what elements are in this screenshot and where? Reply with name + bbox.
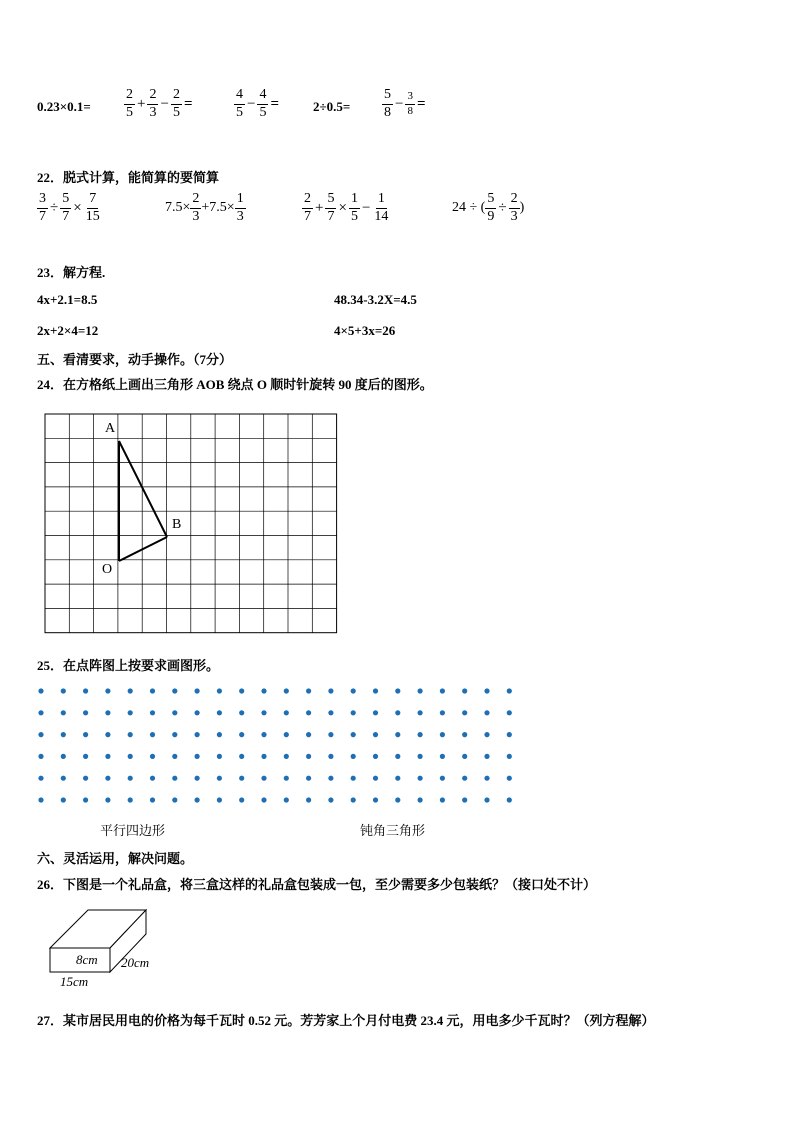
lattice-dot[interactable] bbox=[507, 732, 512, 737]
lattice-dot[interactable] bbox=[239, 710, 244, 715]
triangle-aob bbox=[119, 441, 167, 561]
lattice-dot[interactable] bbox=[128, 688, 133, 693]
lattice-dot[interactable] bbox=[351, 754, 356, 759]
lattice-dot[interactable] bbox=[306, 688, 311, 693]
lattice-dot[interactable] bbox=[395, 732, 400, 737]
segment-ab bbox=[119, 441, 167, 537]
lattice-dot[interactable] bbox=[128, 710, 133, 715]
lattice-dot[interactable] bbox=[38, 754, 43, 759]
lattice-dot[interactable] bbox=[395, 710, 400, 715]
lattice-dot[interactable] bbox=[440, 732, 445, 737]
lattice-dot[interactable] bbox=[395, 776, 400, 781]
equation-4: 4×5+3x=26 bbox=[334, 323, 396, 338]
lattice-dot[interactable] bbox=[150, 797, 155, 802]
lattice-dot[interactable] bbox=[261, 710, 266, 715]
lattice-dot[interactable] bbox=[328, 732, 333, 737]
lattice-dot[interactable] bbox=[418, 710, 423, 715]
lattice-dot[interactable] bbox=[440, 797, 445, 802]
lattice-dot[interactable] bbox=[105, 688, 110, 693]
lattice-dot[interactable] bbox=[150, 688, 155, 693]
lattice-dot[interactable] bbox=[172, 776, 177, 781]
lattice-dot[interactable] bbox=[440, 710, 445, 715]
equation-2: 48.34-3.2X=4.5 bbox=[334, 292, 417, 307]
lattice-dot[interactable] bbox=[507, 776, 512, 781]
caption-parallelogram: 平行四边形 bbox=[100, 824, 166, 839]
q22-expr-2: 7.5× $\frac{2}{3}$ +7.5× $\frac{1}{3}$ bbox=[165, 191, 244, 224]
lattice-dot[interactable] bbox=[105, 732, 110, 737]
box-height-label: 8cm bbox=[76, 952, 98, 967]
lattice-dot[interactable] bbox=[239, 754, 244, 759]
lattice-dot[interactable] bbox=[306, 710, 311, 715]
lattice-dot[interactable] bbox=[484, 776, 489, 781]
lattice-dot[interactable] bbox=[373, 754, 378, 759]
lattice-dot[interactable] bbox=[462, 754, 467, 759]
lattice-dot[interactable] bbox=[195, 776, 200, 781]
expr-fraction-add-sub-1: $\frac{2}{5}$ + $\frac{2}{3}$ − $\frac{2}{5}$ = bbox=[126, 87, 193, 120]
q22-expr-4: 24 ÷ ( $\frac{5}{9}$ ÷ $\frac{2}{3}$ ) bbox=[452, 191, 525, 224]
lattice-dot[interactable] bbox=[306, 797, 311, 802]
lattice-dot[interactable] bbox=[38, 797, 43, 802]
lattice-dot[interactable] bbox=[239, 688, 244, 693]
lattice-dot[interactable] bbox=[239, 797, 244, 802]
lattice-dot[interactable] bbox=[462, 732, 467, 737]
lattice-dot[interactable] bbox=[217, 710, 222, 715]
lattice-dot[interactable] bbox=[284, 776, 289, 781]
lattice-dot[interactable] bbox=[128, 797, 133, 802]
lattice-dot[interactable] bbox=[351, 797, 356, 802]
lattice-dot[interactable] bbox=[328, 797, 333, 802]
question-25-title: 25．在点阵图上按要求画图形。 bbox=[37, 658, 220, 673]
lattice-dot[interactable] bbox=[284, 688, 289, 693]
lattice-dot[interactable] bbox=[328, 776, 333, 781]
lattice-dot[interactable] bbox=[38, 776, 43, 781]
lattice-dot[interactable] bbox=[284, 797, 289, 802]
lattice-dot[interactable] bbox=[172, 732, 177, 737]
lattice-dot[interactable] bbox=[83, 688, 88, 693]
lattice-dot[interactable] bbox=[373, 688, 378, 693]
lattice-dot[interactable] bbox=[261, 797, 266, 802]
lattice-dot[interactable] bbox=[507, 710, 512, 715]
lattice-dot[interactable] bbox=[373, 732, 378, 737]
lattice-dot[interactable] bbox=[284, 710, 289, 715]
point-label-a: A bbox=[105, 421, 116, 436]
lattice-dot[interactable] bbox=[484, 797, 489, 802]
lattice-dot[interactable] bbox=[306, 732, 311, 737]
lattice-dot[interactable] bbox=[306, 754, 311, 759]
lattice-dot[interactable] bbox=[484, 688, 489, 693]
lattice-dot[interactable] bbox=[261, 754, 266, 759]
lattice-dot[interactable] bbox=[217, 797, 222, 802]
lattice-dot[interactable] bbox=[105, 754, 110, 759]
expr-fraction-sub-2: $\frac{4}{5}$ − $\frac{4}{5}$ = bbox=[236, 87, 280, 120]
lattice-dot[interactable] bbox=[261, 776, 266, 781]
lattice-dot[interactable] bbox=[261, 688, 266, 693]
lattice-dot[interactable] bbox=[128, 776, 133, 781]
lattice-dot[interactable] bbox=[195, 797, 200, 802]
expr-decimal-divide: 2÷0.5= bbox=[313, 99, 351, 114]
lattice-dot[interactable] bbox=[239, 776, 244, 781]
lattice-dot[interactable] bbox=[373, 797, 378, 802]
lattice-dot[interactable] bbox=[418, 776, 423, 781]
lattice-dot[interactable] bbox=[38, 688, 43, 693]
lattice-dot[interactable] bbox=[507, 754, 512, 759]
lattice-dot[interactable] bbox=[195, 688, 200, 693]
lattice-dot[interactable] bbox=[462, 797, 467, 802]
segment-ob bbox=[119, 537, 167, 561]
lattice-dot[interactable] bbox=[61, 732, 66, 737]
lattice-dot[interactable] bbox=[418, 754, 423, 759]
lattice-dot[interactable] bbox=[373, 776, 378, 781]
lattice-dot[interactable] bbox=[328, 688, 333, 693]
lattice-dot[interactable] bbox=[239, 732, 244, 737]
lattice-dot[interactable] bbox=[172, 797, 177, 802]
lattice-dot[interactable] bbox=[462, 688, 467, 693]
lattice-dot[interactable] bbox=[462, 710, 467, 715]
caption-obtuse-triangle: 钝角三角形 bbox=[360, 824, 426, 839]
expr-fraction-sub-3: $\frac{5}{8}$ − $\frac{3}{8}$ = bbox=[384, 87, 426, 120]
lattice-dot[interactable] bbox=[195, 732, 200, 737]
lattice-dot[interactable] bbox=[261, 732, 266, 737]
lattice-dot[interactable] bbox=[105, 710, 110, 715]
lattice-dot[interactable] bbox=[418, 688, 423, 693]
equation-1: 4x+2.1=8.5 bbox=[37, 292, 98, 307]
lattice-dot[interactable] bbox=[328, 710, 333, 715]
question-22-title: 22．脱式计算，能简算的要简算 bbox=[37, 170, 220, 185]
question-27-title: 27．某市居民用电的价格为每千瓦时 0.52 元。芳芳家上个月付电费 23.4 元，用电多少千瓦时？（列方程解） bbox=[37, 1013, 655, 1028]
lattice-dot[interactable] bbox=[351, 732, 356, 737]
section-5-heading: 五、看清要求，动手操作。（7分） bbox=[37, 352, 233, 367]
lattice-dot[interactable] bbox=[128, 754, 133, 759]
lattice-dot[interactable] bbox=[462, 776, 467, 781]
q22-expr-3: $\frac{2}{7}$ + $\frac{5}{7}$ × $\frac{1}{5}$ − $\frac{1}{14}$ bbox=[304, 191, 389, 224]
question-23-title: 23．解方程. bbox=[37, 265, 106, 280]
lattice-dot[interactable] bbox=[83, 754, 88, 759]
lattice-dot[interactable] bbox=[395, 688, 400, 693]
lattice-dot[interactable] bbox=[217, 688, 222, 693]
lattice-dot[interactable] bbox=[418, 732, 423, 737]
lattice-dot[interactable] bbox=[128, 732, 133, 737]
lattice-dot[interactable] bbox=[284, 754, 289, 759]
lattice-dot[interactable] bbox=[105, 776, 110, 781]
lattice-dot[interactable] bbox=[507, 797, 512, 802]
lattice-dot[interactable] bbox=[83, 776, 88, 781]
lattice-dot[interactable] bbox=[306, 776, 311, 781]
lattice-dot[interactable] bbox=[440, 776, 445, 781]
equation-3: 2x+2×4=12 bbox=[37, 323, 99, 338]
lattice-dot[interactable] bbox=[105, 797, 110, 802]
lattice-dot[interactable] bbox=[484, 710, 489, 715]
lattice-dot[interactable] bbox=[351, 710, 356, 715]
lattice-dot[interactable] bbox=[418, 797, 423, 802]
lattice-dot[interactable] bbox=[61, 710, 66, 715]
box-length-label: 15cm bbox=[60, 974, 89, 989]
box-width-label: 20cm bbox=[121, 955, 150, 970]
lattice-dot[interactable] bbox=[150, 776, 155, 781]
lattice-dot[interactable] bbox=[440, 688, 445, 693]
lattice-dot[interactable] bbox=[150, 754, 155, 759]
point-label-b: B bbox=[172, 517, 182, 532]
section-6-heading: 六、灵活运用，解决问题。 bbox=[37, 851, 194, 866]
lattice-dot[interactable] bbox=[328, 754, 333, 759]
lattice-dot[interactable] bbox=[440, 754, 445, 759]
lattice-dot[interactable] bbox=[195, 754, 200, 759]
lattice-dot[interactable] bbox=[150, 732, 155, 737]
lattice-dot[interactable] bbox=[351, 688, 356, 693]
lattice-dot[interactable] bbox=[395, 797, 400, 802]
question-26-title: 26．下图是一个礼品盒，将三盒这样的礼品盒包装成一包，至少需要多少包装纸？（接口处不计） bbox=[37, 877, 597, 892]
lattice-dot[interactable] bbox=[484, 732, 489, 737]
lattice-dot[interactable] bbox=[395, 754, 400, 759]
lattice-dot[interactable] bbox=[61, 688, 66, 693]
q22-expr-1: $\frac{3}{7}$ ÷ $\frac{5}{7}$ × $\frac{7}{15}$ bbox=[39, 191, 100, 224]
lattice-dot[interactable] bbox=[217, 754, 222, 759]
question-24-title: 24．在方格纸上画出三角形 AOB 绕点 O 顺时针旋转 90 度后的图形。 bbox=[37, 377, 433, 392]
lattice-dot[interactable] bbox=[373, 710, 378, 715]
lattice-dot[interactable] bbox=[172, 688, 177, 693]
lattice-dot[interactable] bbox=[83, 710, 88, 715]
lattice-dot[interactable] bbox=[38, 710, 43, 715]
lattice-dot[interactable] bbox=[217, 732, 222, 737]
lattice-dot[interactable] bbox=[172, 710, 177, 715]
grid-paper bbox=[45, 414, 337, 633]
dot-lattice bbox=[38, 688, 512, 802]
lattice-dot[interactable] bbox=[284, 732, 289, 737]
lattice-dot[interactable] bbox=[38, 732, 43, 737]
expr-decimal-multiply: 0.23×0.1= bbox=[37, 99, 91, 114]
lattice-dot[interactable] bbox=[150, 710, 155, 715]
lattice-dot[interactable] bbox=[61, 797, 66, 802]
lattice-dot[interactable] bbox=[61, 776, 66, 781]
lattice-dot[interactable] bbox=[83, 732, 88, 737]
lattice-dot[interactable] bbox=[172, 754, 177, 759]
lattice-dot[interactable] bbox=[484, 754, 489, 759]
lattice-dot[interactable] bbox=[83, 797, 88, 802]
lattice-dot[interactable] bbox=[507, 688, 512, 693]
lattice-dot[interactable] bbox=[351, 776, 356, 781]
lattice-dot[interactable] bbox=[217, 776, 222, 781]
lattice-dot[interactable] bbox=[61, 754, 66, 759]
point-label-o: O bbox=[102, 562, 113, 577]
lattice-dot[interactable] bbox=[195, 710, 200, 715]
